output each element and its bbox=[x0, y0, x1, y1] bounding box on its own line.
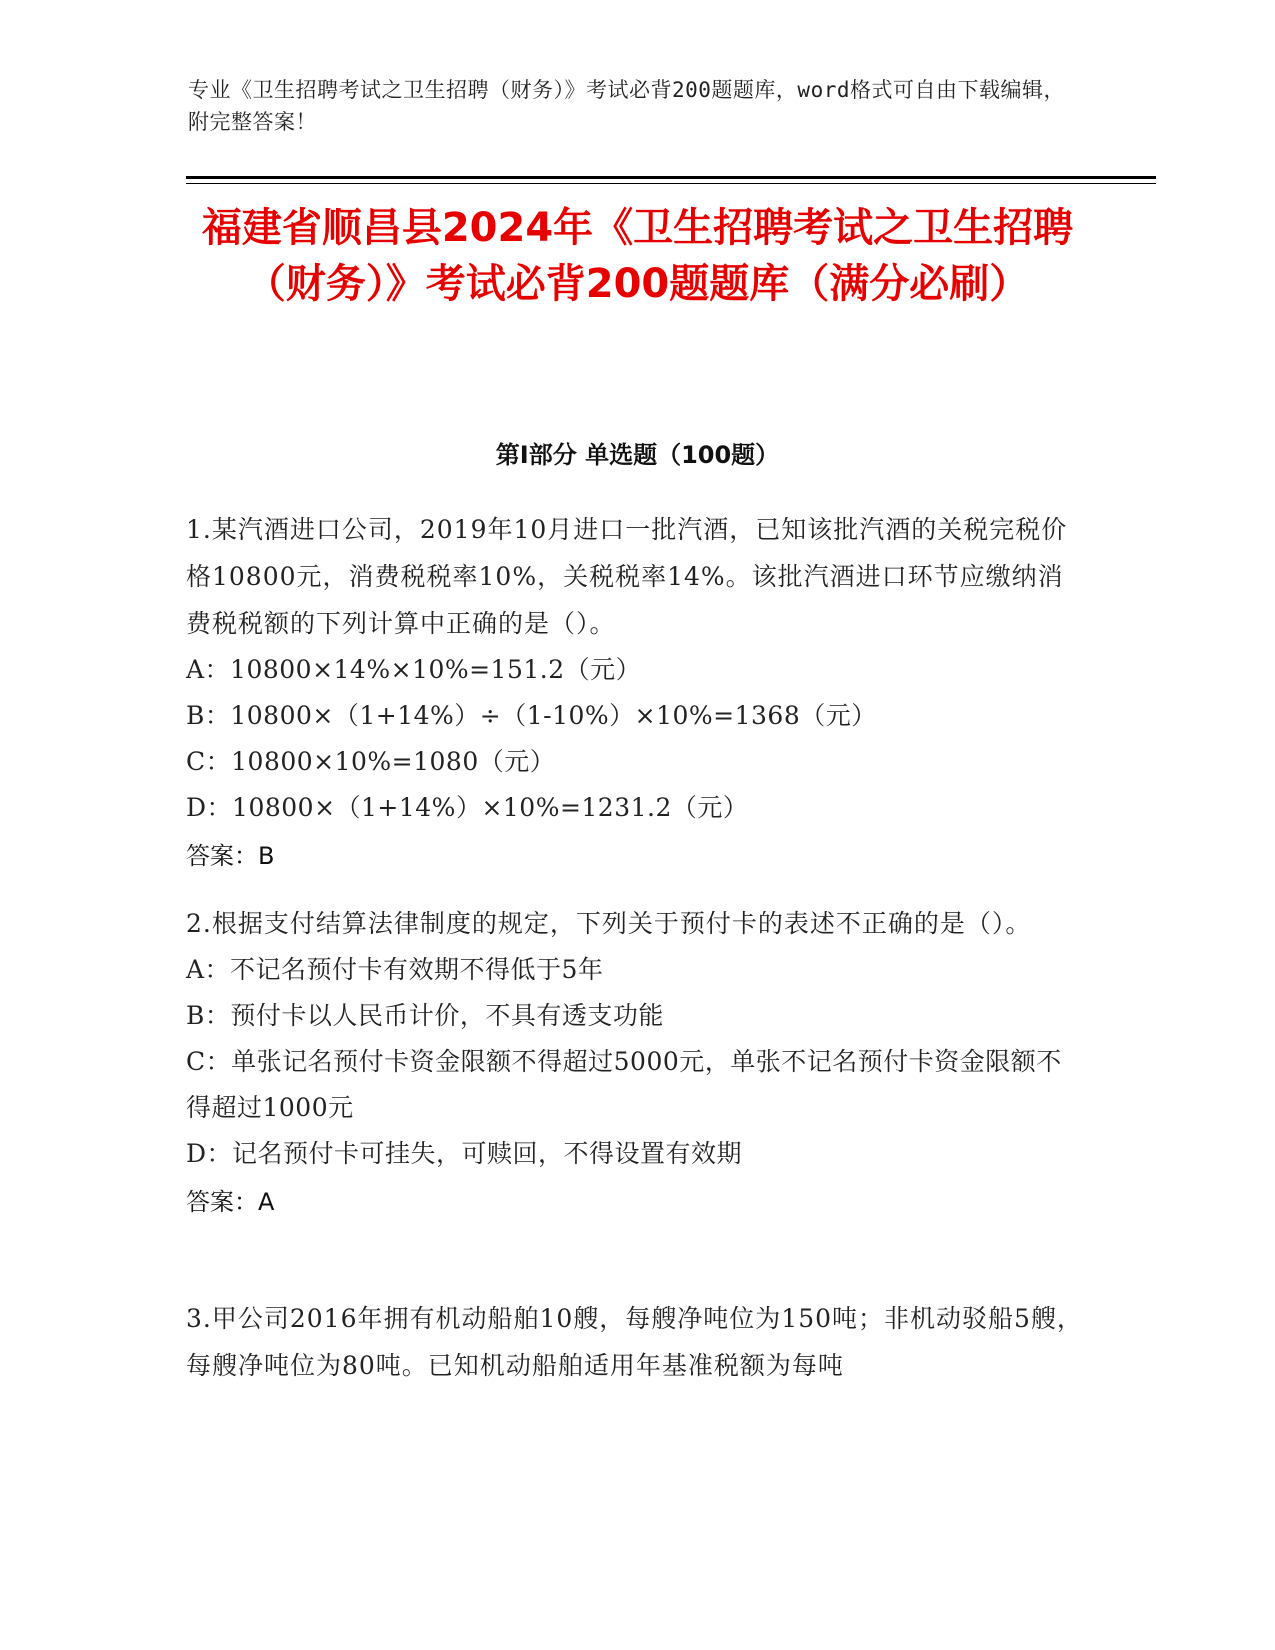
question-stem: 3.甲公司2016年拥有机动船舶10艘，每艘净吨位为150吨；非机动驳船5艘，每艘净吨位为80吨。已知机动船舶适用年基准税额为每吨 bbox=[186, 1304, 1083, 1380]
option-a: A：10800×14%×10%=151.2（元） bbox=[186, 655, 642, 684]
option-b: B：预付卡以人民币计价，不具有透支功能 bbox=[186, 1001, 664, 1030]
section-heading: 第Ⅰ部分 单选题（100题） bbox=[495, 441, 780, 469]
question-1 bbox=[186, 506, 1086, 879]
option-c: C：10800×10%=1080（元） bbox=[186, 747, 556, 776]
option-a: A：不记名预付卡有效期不得低于5年 bbox=[186, 955, 604, 984]
question-3 bbox=[186, 1295, 1086, 1389]
question-stem: 1.某汽酒进口公司，2019年10月进口一批汽酒，已知该批汽酒的关税完税价格10800元，消费税税率10%，关税税率14%。该批汽酒进口环节应缴纳消费税税额的下列计算中正确的是（）。 bbox=[186, 515, 1068, 638]
answer-line: 答案：B bbox=[186, 842, 275, 870]
answer-line: 答案：A bbox=[186, 1188, 275, 1216]
option-c: C：单张记名预付卡资金限额不得超过5000元，单张不记名预付卡资金限额不得超过1000元 bbox=[186, 1047, 1062, 1122]
question-2 bbox=[186, 900, 1086, 1225]
header-rule bbox=[186, 176, 1156, 179]
document-title: 福建省顺昌县2024年《卫生招聘考试之卫生招聘（财务）》考试必背200题题库（满分必刷） bbox=[201, 205, 1074, 307]
option-d: D：10800×（1+14%）×10%=1231.2（元） bbox=[186, 793, 749, 822]
option-b: B：10800×（1+14%）÷（1-10%）×10%=1368（元） bbox=[186, 701, 877, 730]
header-rule-thin bbox=[186, 183, 1156, 184]
option-d: D：记名预付卡可挂失，可赎回，不得设置有效期 bbox=[186, 1139, 743, 1168]
header-intro: 专业《卫生招聘考试之卫生招聘（财务）》考试必背200题题库，word格式可自由下载编辑，附完整答案！ bbox=[188, 78, 1065, 134]
question-stem: 2.根据支付结算法律制度的规定，下列关于预付卡的表述不正确的是（）。 bbox=[186, 909, 1032, 938]
